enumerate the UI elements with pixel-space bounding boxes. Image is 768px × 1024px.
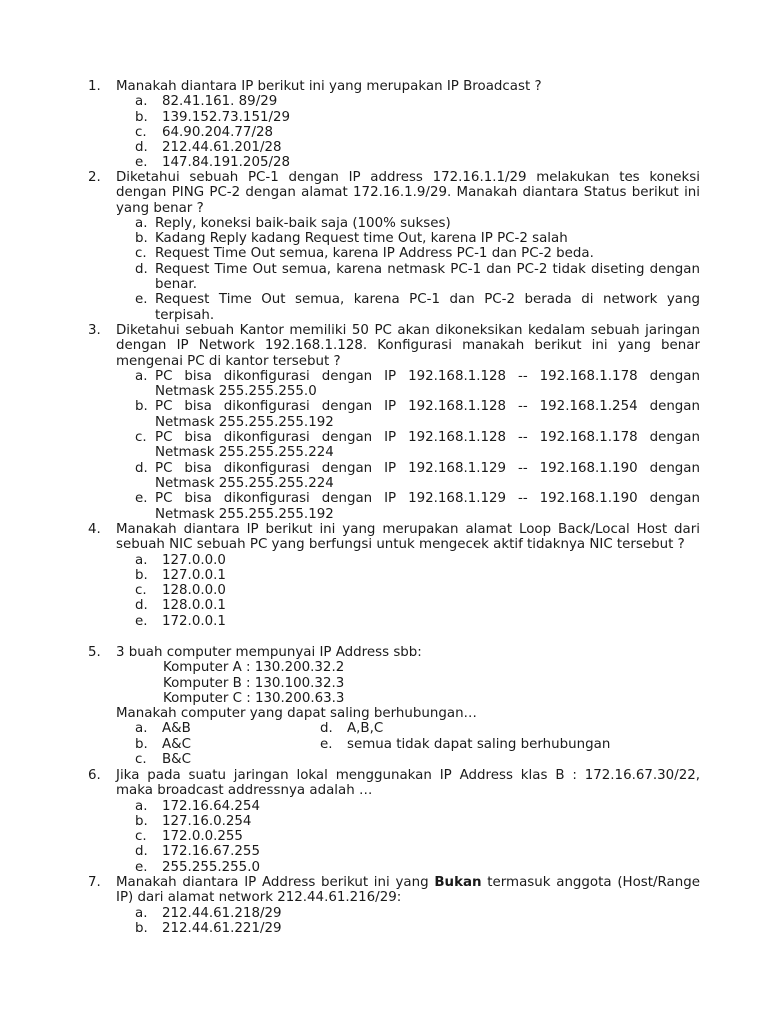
option-b (135, 399, 700, 430)
option-e (135, 292, 700, 323)
option-letter: e. (135, 613, 148, 629)
option-text: 172.0.0.1 (162, 613, 226, 629)
option-text: 64.90.204.77/28 (162, 124, 273, 140)
option-letter: b. (135, 567, 148, 583)
option-row (88, 721, 700, 736)
option-text: A,B,C (347, 721, 384, 737)
option-text: PC bisa dikonfigurasi dengan IP 192.168.1.128 -- 192.168.1.254 dengan Netmask 255.255.255.192 (155, 399, 700, 430)
question-text-part: termasuk anggota (Host/Range IP) dari alamat network 212.44.61.216/29: (116, 875, 700, 906)
question-4 (88, 522, 700, 629)
option-text: Reply, koneksi baik-baik saja (100% sukses) (155, 215, 451, 231)
option-letter: e. (135, 292, 148, 308)
option-row (88, 752, 700, 767)
option-b (135, 568, 700, 583)
option-letter: b. (135, 920, 148, 936)
option-letter: e. (135, 859, 148, 875)
option-c (135, 125, 700, 140)
option-d (135, 140, 700, 155)
option-d (135, 598, 700, 613)
option-letter: d. (135, 598, 148, 614)
option-b (135, 921, 700, 936)
option-letter: b. (135, 109, 148, 125)
option-text: Kadang Reply kadang Request time Out, karena IP PC-2 salah (155, 231, 568, 247)
question-7 (88, 875, 700, 936)
options-list (135, 216, 700, 323)
options-list (135, 906, 700, 937)
computer-line: Komputer A : 130.200.32.2 (163, 660, 345, 676)
option-letter: a. (135, 798, 148, 814)
options-list (135, 553, 700, 629)
option-letter: c. (135, 829, 147, 845)
option-e (135, 155, 700, 170)
option-letter: a. (135, 368, 148, 384)
option-text: PC bisa dikonfigurasi dengan IP 192.168.1.129 -- 192.168.1.190 dengan Netmask 255.255.255.224 (155, 460, 700, 491)
option-text: PC bisa dikonfigurasi dengan IP 192.168.1.128 -- 192.168.1.178 dengan Netmask 255.255.255.224 (155, 430, 700, 461)
option-letter: a. (135, 552, 148, 568)
option-letter: d. (135, 261, 148, 277)
question-number: 2. (88, 170, 101, 185)
option-a (135, 369, 700, 400)
question-text: Manakah diantara IP berikut ini yang merupakan IP Broadcast ? (116, 79, 542, 94)
question-text: Jika pada suatu jaringan lokal menggunakan IP Address klas B : 172.16.67.30/22, maka broadcast addressnya adalah … (116, 768, 700, 799)
option-e (135, 860, 700, 875)
option-letter: e. (135, 491, 148, 507)
option-letter: b. (135, 736, 148, 752)
question-6 (88, 768, 700, 875)
option-text: 172.16.67.255 (162, 844, 260, 860)
option-b (135, 231, 700, 246)
option-a (135, 553, 700, 568)
option-text: Request Time Out semua, karena IP Address PC-1 dan PC-2 beda. (155, 246, 594, 262)
question-text: Diketahui sebuah PC-1 dengan IP address 172.16.1.1/29 melakukan tes koneksi dengan PING PC-2 dengan alamat 172.16.1.9/29. Manakah diantara Status berikut ini yang benar ? (116, 170, 700, 216)
option-c (135, 583, 700, 598)
question-3 (88, 323, 700, 522)
question-text (116, 875, 700, 906)
option-letter: b. (135, 813, 148, 829)
question-number: 7. (88, 875, 101, 890)
option-c (135, 246, 700, 261)
option-letter: d. (320, 721, 333, 737)
question-text: 3 buah computer mempunyai IP Address sbb: (116, 645, 422, 660)
option-text: 128.0.0.0 (162, 583, 226, 599)
option-text: 139.152.73.151/29 (162, 109, 291, 125)
option-a (135, 216, 700, 231)
option-text: semua tidak dapat saling berhubungan (347, 736, 611, 752)
option-letter: c. (135, 752, 147, 768)
option-letter: e. (135, 155, 148, 171)
question-text-part: Manakah diantara IP Address berikut ini yang (116, 875, 435, 890)
question-text: Manakah diantara IP berikut ini yang merupakan alamat Loop Back/Local Host dari sebuah NIC sebuah PC yang berfungsi untuk mengecek aktif tidaknya NIC tersebut ? (116, 522, 700, 553)
option-e (135, 491, 700, 522)
option-letter: c. (135, 124, 147, 140)
option-a (135, 799, 700, 814)
option-text: 127.0.0.1 (162, 567, 226, 583)
question-2 (88, 170, 700, 323)
option-text: B&C (162, 752, 191, 768)
option-c (135, 829, 700, 844)
option-text: PC bisa dikonfigurasi dengan IP 192.168.1.129 -- 192.168.1.190 dengan Netmask 255.255.255.192 (155, 491, 700, 522)
option-text: 172.0.0.255 (162, 829, 243, 845)
option-e (320, 737, 610, 752)
question-prompt: Manakah computer yang dapat saling berhubungan… (116, 706, 477, 722)
option-d (135, 461, 700, 492)
option-c (135, 430, 700, 461)
option-text: 212.44.61.221/29 (162, 920, 282, 936)
option-letter: d. (135, 140, 148, 156)
option-text: 127.16.0.254 (162, 813, 252, 829)
options-list (135, 369, 700, 522)
option-letter: e. (320, 736, 333, 752)
option-b (135, 737, 191, 752)
option-letter: d. (135, 844, 148, 860)
option-letter: c. (135, 430, 147, 446)
option-letter: c. (135, 246, 147, 262)
option-a (135, 721, 191, 736)
option-b (135, 814, 700, 829)
option-text: 82.41.161. 89/29 (162, 94, 278, 110)
options-list (135, 799, 700, 875)
computer-line: Komputer B : 130.100.32.3 (163, 675, 345, 691)
question-5 (88, 645, 700, 767)
question-number: 5. (88, 645, 101, 660)
option-row (88, 737, 700, 752)
emphasis-bukan: Bukan (434, 875, 482, 890)
option-letter: b. (135, 231, 148, 247)
option-c (135, 752, 191, 767)
option-text: PC bisa dikonfigurasi dengan IP 192.168.1.128 -- 192.168.1.178 dengan Netmask 255.255.255.0 (155, 368, 700, 400)
option-text: A&C (162, 736, 191, 752)
option-e (135, 614, 700, 629)
question-text: Diketahui sebuah Kantor memiliki 50 PC akan dikoneksikan kedalam sebuah jaringan dengan IP Network 192.168.1.128. Konfigurasi manakah berikut ini yang benar mengenai PC di kantor tersebut ? (116, 323, 700, 369)
computer-line: Komputer C : 130.200.63.3 (163, 690, 345, 706)
option-text: 255.255.255.0 (162, 859, 260, 875)
option-a (135, 94, 700, 109)
option-letter: a. (135, 721, 148, 737)
option-letter: c. (135, 583, 147, 599)
option-text: 127.0.0.0 (162, 552, 226, 568)
option-d (135, 844, 700, 859)
option-letter: d. (135, 460, 148, 476)
option-d (320, 721, 383, 736)
option-d (135, 262, 700, 293)
option-b (135, 110, 700, 125)
option-text: 212.44.61.218/29 (162, 905, 282, 921)
question-number: 3. (88, 323, 101, 338)
option-text: 172.16.64.254 (162, 798, 260, 814)
option-text: Request Time Out semua, karena PC-1 dan PC-2 berada di network yang terpisah. (155, 292, 700, 323)
option-letter: a. (135, 215, 148, 231)
option-text: A&B (162, 721, 191, 737)
option-text: 147.84.191.205/28 (162, 155, 291, 171)
option-text: Request Time Out semua, karena netmask PC-1 dan PC-2 tidak diseting dengan benar. (155, 261, 700, 293)
option-text: 212.44.61.201/28 (162, 140, 282, 156)
option-text: 128.0.0.1 (162, 598, 226, 614)
question-number: 6. (88, 768, 101, 783)
question-number: 1. (88, 79, 101, 94)
option-letter: b. (135, 399, 148, 415)
option-letter: a. (135, 94, 148, 110)
question-number: 4. (88, 522, 101, 537)
option-letter: a. (135, 905, 148, 921)
option-a (135, 906, 700, 921)
options-list (135, 94, 700, 170)
question-1 (88, 79, 700, 171)
